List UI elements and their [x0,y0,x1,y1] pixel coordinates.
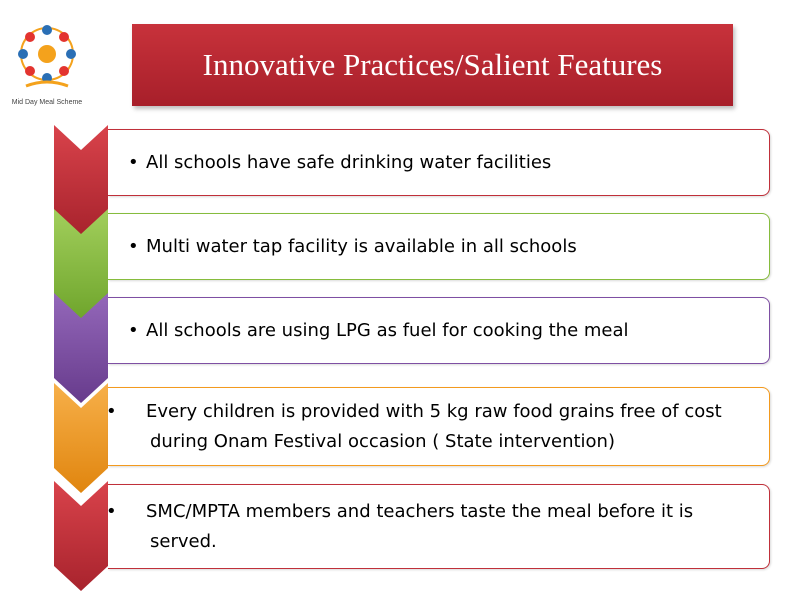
list-item [108,297,770,364]
list-item [108,484,770,569]
mid-day-meal-logo-icon [8,20,86,110]
list-item-text: • SMC/MPTA members and teachers taste the meal before it is served. [106,500,694,552]
list-item [108,387,770,466]
list-item [108,129,770,196]
orange-chevron-icon [54,383,108,493]
mid-day-meal-logo [8,20,86,110]
list-item [108,213,770,280]
list-item-text: • Every children is provided with 5 kg raw food grains free of cost during Onam Festival occasion ( State intervention) [106,400,722,452]
red-chevron-icon [54,481,108,591]
title-banner [132,24,733,106]
page-title: Innovative Practices/Salient Features [202,47,663,82]
list-item-text: • All schools are using LPG as fuel for cooking the meal [128,319,629,341]
list-item-text: • All schools have safe drinking water facilities [128,151,552,173]
logo-caption: Mid Day Meal Scheme [11,99,83,106]
list-item-text: • Multi water tap facility is available in all schools [128,235,577,257]
